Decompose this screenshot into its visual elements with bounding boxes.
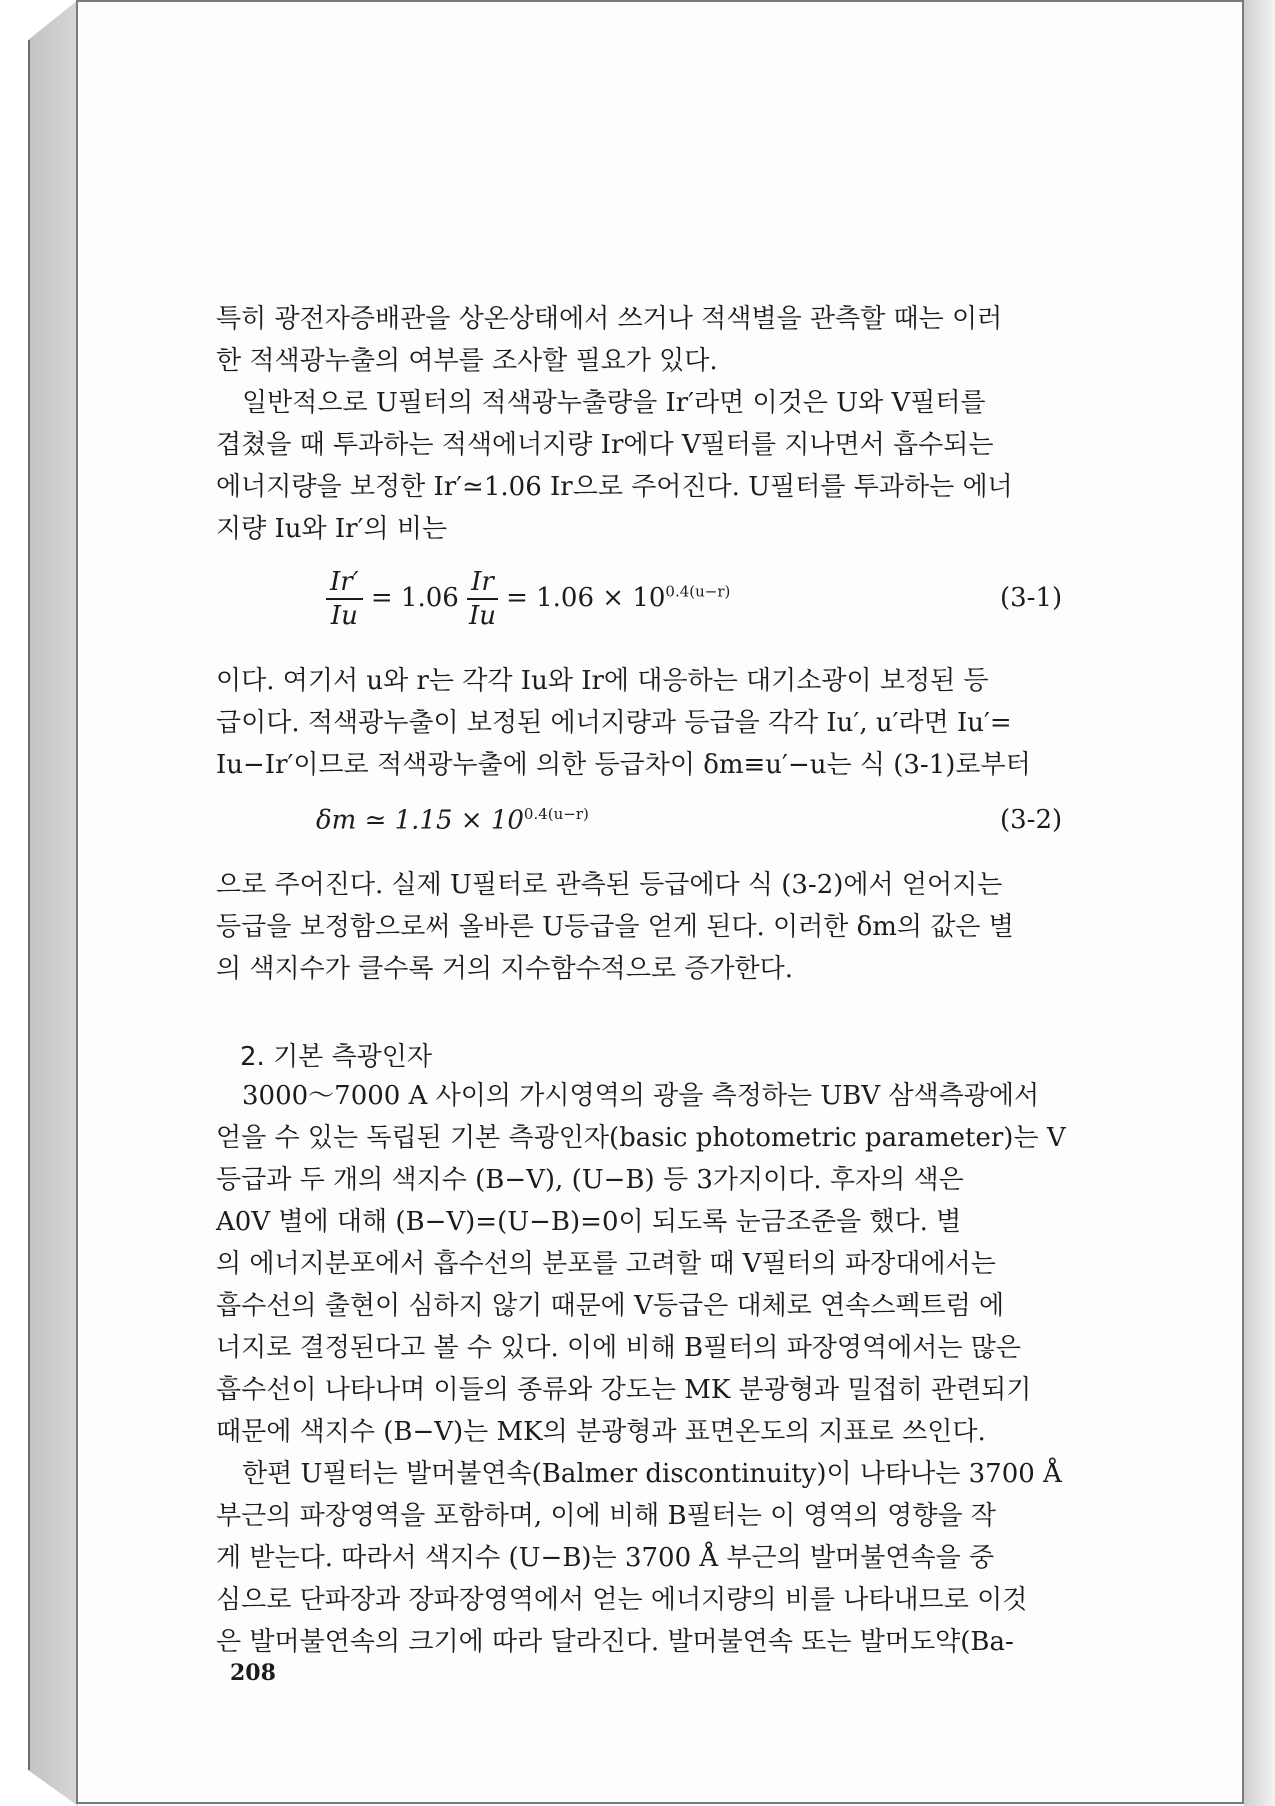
text-line: A0V 별에 대해 (B−V)=(U−B)=0이 되도록 눈금조준을 했다. 별	[216, 1207, 962, 1237]
text-line: 일반적으로 U필터의 적색광누출량을 Ir′라면 이것은 U와 V필터를	[242, 388, 986, 418]
text-line: 의 에너지분포에서 흡수선의 분포를 고려할 때 V필터의 파장대에서는	[216, 1249, 996, 1279]
paragraph-1	[216, 298, 1124, 382]
text-line: 으로 주어진다. 실제 U필터로 관측된 등급에다 식 (3-2)에서 얻어지는	[216, 870, 1003, 900]
equation-number: (3-1)	[1000, 583, 1063, 613]
text-line: 게 받는다. 따라서 색지수 (U−B)는 3700 Å 부근의 발머불연속을 중	[216, 1543, 995, 1573]
text-line: 흡수선이 나타나며 이들의 종류와 강도는 MK 분광형과 밀접히 관련되기	[216, 1375, 1032, 1405]
text-line: 3000～7000 A 사이의 가시영역의 광을 측정하는 UBV 삼색측광에서	[242, 1081, 1040, 1111]
exponent: 0.4(u−r)	[665, 582, 731, 601]
text-line: 은 발머불연속의 크기에 따라 달라진다. 발머불연속 또는 발머도약(Ba-	[216, 1627, 1014, 1657]
fraction	[326, 566, 363, 632]
text-line: 흡수선의 출현이 심하지 않기 때문에 V등급은 대체로 연속스펙트럼 에	[216, 1291, 1005, 1321]
book-edge	[28, 40, 30, 1770]
equation-body: δm ≃ 1.15 × 10	[316, 805, 524, 836]
paragraph-3	[216, 660, 1124, 786]
paragraph-4	[216, 864, 1124, 990]
text-line: 심으로 단파장과 장파장영역에서 얻는 에너지량의 비를 나타내므로 이것	[216, 1585, 1028, 1615]
text-line: 얻을 수 있는 독립된 기본 측광인자(basic photometric parameter)는 V	[216, 1123, 1066, 1153]
text-line: Iu−Ir′이므로 적색광누출에 의한 등급차이 δm≡u′−u는 식 (3-1)로부터	[216, 750, 1031, 780]
text-line: 부근의 파장영역을 포함하며, 이에 비해 B필터는 이 영역의 영향을 작	[216, 1501, 996, 1531]
numerator: Ir′	[326, 566, 363, 600]
numerator: Ir	[467, 566, 498, 600]
section-title: 2. 기본 측광인자	[240, 1042, 433, 1072]
text-line: 의 색지수가 클수록 거의 지수함수적으로 증가한다.	[216, 954, 794, 984]
text-line: 때문에 색지수 (B−V)는 MK의 분광형과 표면온도의 지표로 쓰인다.	[216, 1417, 986, 1447]
text-line: 등급을 보정함으로써 올바른 U등급을 얻게 된다. 이러한 δm의 값은 별	[216, 912, 1014, 942]
text-line: 급이다. 적색광누출이 보정된 에너지량과 등급을 각각 Iu′, u′라면 Iu′=	[216, 708, 1012, 738]
text-line: 등급과 두 개의 색지수 (B−V), (U−B) 등 3가지이다. 후자의 색은	[216, 1165, 964, 1195]
denominator: Iu	[468, 601, 496, 631]
page-number: 208	[230, 1660, 276, 1686]
equation-3-2	[316, 805, 589, 836]
equation-3-1	[326, 566, 730, 632]
text-line: 겹쳤을 때 투과하는 적색에너지량 Ir에다 V필터를 지나면서 흡수되는	[216, 430, 994, 460]
text-line: 너지로 결정된다고 볼 수 있다. 이에 비해 B필터의 파장영역에서는 많은	[216, 1333, 1022, 1363]
equation-middle: = 1.06	[370, 583, 459, 613]
page-shadow	[1244, 0, 1275, 1806]
equation-rhs: = 1.06 × 10	[506, 583, 666, 613]
text-line: 특히 광전자증배관을 상온상태에서 쓰거나 적색별을 관측할 때는 이러	[216, 304, 1003, 334]
text-line: 한 적색광누출의 여부를 조사할 필요가 있다.	[216, 346, 718, 376]
book-spine	[0, 0, 78, 1806]
text-line: 에너지량을 보정한 Ir′≃1.06 Ir으로 주어진다. U필터를 투과하는 에너	[216, 472, 1013, 502]
text-line: 한편 U필터는 발머불연속(Balmer discontinuity)이 나타나는 3700 Å	[242, 1459, 1062, 1489]
paragraph-6	[216, 1453, 1124, 1663]
equation-number: (3-2)	[1000, 805, 1063, 835]
text-line: 이다. 여기서 u와 r는 각각 Iu와 Ir에 대응하는 대기소광이 보정된 등	[216, 666, 989, 696]
paragraph-2	[216, 382, 1124, 550]
fraction	[467, 566, 498, 632]
denominator: Iu	[330, 601, 358, 631]
exponent: 0.4(u−r)	[523, 805, 589, 823]
paragraph-5	[216, 1075, 1124, 1453]
text-line: 지량 Iu와 Ir′의 비는	[216, 514, 448, 544]
